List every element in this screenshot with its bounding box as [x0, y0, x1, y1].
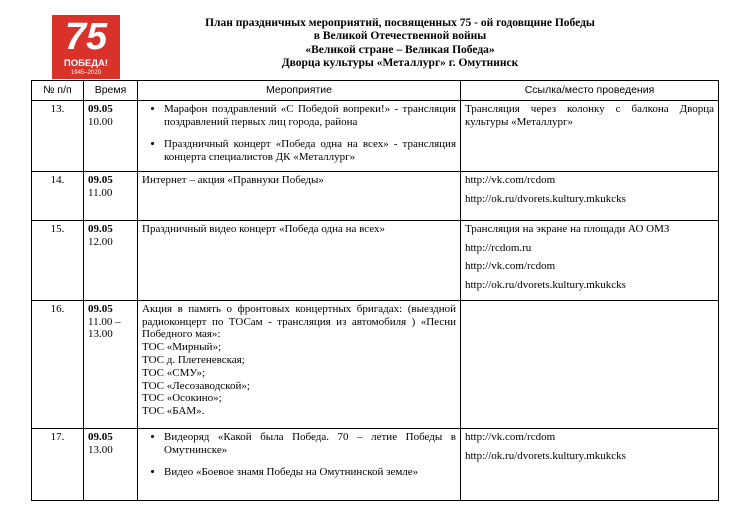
row-num: 17. — [32, 428, 84, 500]
link-ok[interactable]: http://ok.ru/dvorets.kultury.mkukcks — [465, 449, 626, 462]
table-row — [32, 171, 719, 220]
row-time: 11.00 — [88, 186, 113, 199]
row-date: 09.05 — [88, 102, 113, 115]
event-item: • Марафон поздравлений «С Победой вопреки!» - трансляция поздравлений первых лиц города, района — [164, 103, 456, 129]
header-link: Ссылка/место проведения — [461, 81, 719, 101]
event-item: • Праздничный концерт «Победа одна на всех» - трансляция концерта специалистов ДК «Металлург» — [164, 138, 456, 164]
link-ok[interactable]: http://ok.ru/dvorets.kultury.mkukcks — [465, 279, 626, 292]
title-line-1: План праздничных мероприятий, посвященных 75 - ой годовщине Победы — [205, 17, 595, 29]
events-table — [31, 80, 719, 501]
row-event-cell: Праздничный видео концерт «Победа одна на всех» — [138, 220, 461, 300]
row-num: 13. — [32, 100, 84, 171]
row-time: 11.00 – 13.00 — [88, 315, 121, 341]
row-date: 09.05 — [88, 222, 113, 235]
header-event: Мероприятие — [138, 81, 461, 101]
row-link-cell — [461, 171, 719, 220]
tos-item: ТОС «БАМ». — [142, 405, 205, 418]
tos-item: ТОС «Лесозаводской»; — [142, 379, 250, 392]
tos-item: ТОС «СМУ»; — [142, 366, 206, 379]
row-num: 14. — [32, 171, 84, 220]
row-time-cell — [84, 300, 138, 428]
link-rcdom[interactable]: http://rcdom.ru — [465, 241, 532, 254]
row-num: 15. — [32, 220, 84, 300]
row-time-cell — [84, 428, 138, 500]
title-line-3: «Великой стране – Великая Победа» — [305, 43, 495, 56]
row-date: 09.05 — [88, 302, 113, 315]
row-date: 09.05 — [88, 173, 113, 186]
link-ok[interactable]: http://ok.ru/dvorets.kultury.mkukcks — [465, 192, 626, 205]
logo-years: 1945–2020 — [70, 70, 102, 76]
header-num: № п/п — [32, 81, 84, 101]
link-vk[interactable]: http://vk.com/rcdom — [465, 430, 556, 443]
row-event-cell — [138, 100, 461, 171]
row-link-cell — [461, 300, 719, 428]
location-text: Трансляция на экране на площади АО ОМЗ — [465, 222, 670, 235]
location-text: Трансляция через колонку с балкона Дворца культуры «Металлург» — [465, 102, 714, 128]
row-event-cell — [138, 428, 461, 500]
table-row — [32, 300, 719, 428]
row-link-cell — [461, 220, 719, 300]
logo-number: 75 — [64, 16, 108, 58]
header-time: Время — [84, 81, 138, 101]
row-link-cell — [461, 428, 719, 500]
document-title — [150, 17, 650, 71]
row-time-cell — [84, 220, 138, 300]
tos-item: ТОС «Мирный»; — [142, 341, 222, 354]
table-header-row — [32, 81, 719, 101]
table-row — [32, 428, 719, 500]
row-time: 12.00 — [88, 235, 113, 248]
tos-item: ТОС «Осокино»; — [142, 392, 222, 405]
row-time-cell — [84, 100, 138, 171]
table-row — [32, 100, 719, 171]
event-item: • Видео «Боевое знамя Победы на Омутнинской земле» — [164, 466, 456, 479]
event-description: Акция в память о фронтовых концертных бригадах: (выездной радиоконцерт по ТОСам - трансляция из автомобиля ) «Песни Победного мая»: — [142, 302, 456, 341]
row-date: 09.05 — [88, 430, 113, 443]
victory-75-logo — [52, 15, 120, 79]
title-line-2: в Великой Отечественной войны — [313, 30, 487, 43]
event-item: • Видеоряд «Какой была Победа. 70 – летие Победы в Омутнинске» — [164, 431, 456, 457]
row-link-cell — [461, 100, 719, 171]
link-vk[interactable]: http://vk.com/rcdom — [465, 260, 556, 273]
title-line-4: Дворца культуры «Металлург» г. Омутнинск — [281, 57, 519, 70]
row-num: 16. — [32, 300, 84, 428]
row-time: 13.00 — [88, 443, 113, 456]
table-row — [32, 220, 719, 300]
row-event-cell — [138, 300, 461, 428]
row-event-cell: Интернет – акция «Правнуки Победы» — [138, 171, 461, 220]
tos-item: ТОС д. Плетеневская; — [142, 353, 245, 366]
link-vk[interactable]: http://vk.com/rcdom — [465, 173, 556, 186]
row-time-cell — [84, 171, 138, 220]
logo-word: ПОБЕДА! — [63, 58, 109, 69]
row-time: 10.00 — [88, 115, 113, 128]
